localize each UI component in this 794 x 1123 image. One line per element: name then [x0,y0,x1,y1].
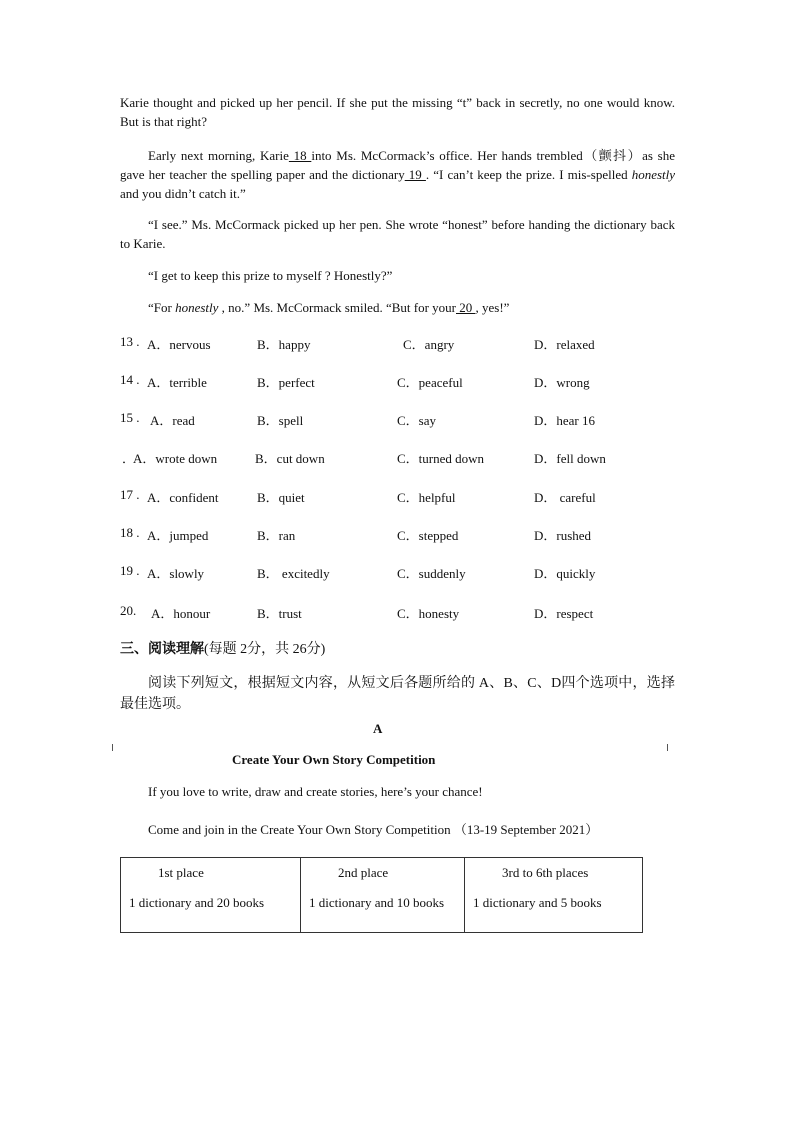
option-c: C．say [397,413,437,428]
passage-paragraph-5 [120,298,675,317]
table-value: 1 dictionary and 10 books [309,895,445,910]
question-number: 14 . [120,372,140,387]
p5-italic: honestly [175,300,219,315]
option-d: D．relaxed [534,337,595,352]
passage-paragraph-4: “I get to keep this prize to myself ? Honestly?” [148,268,393,283]
option-d: D．quickly [534,566,596,581]
table-row [121,858,643,933]
p2-text-d: and you didn’t catch it.” [120,186,246,201]
option-a: A．wrote down [133,451,218,466]
p2-text-c: . “I can’t keep the prize. I mis-spelled [425,167,632,182]
blank-19: 19 [404,167,426,182]
p5-text-a: “For [148,300,176,315]
margin-mark-right [667,744,668,751]
option-b: B．spell [257,413,304,428]
section-instruction: 阅读下列短文，根据短文内容，从短文后各题所给的 A、B、C、D四个选项中，选择最佳选项。 [120,676,675,712]
option-b: B． excitedly [257,566,330,581]
prize-table [120,857,643,933]
question-number: 20. [120,603,137,618]
question-number: 15 . [120,410,140,425]
option-c: C．stepped [397,528,459,543]
passage-letter: A [373,721,383,736]
option-c: C．turned down [397,451,485,466]
option-a: A．honour [151,606,211,621]
option-b: B．ran [257,528,296,543]
passage-paragraph-2 [120,146,675,203]
competition-intro: If you love to write, draw and create stories, here’s your chance! [148,784,483,799]
competition-dates: Come and join in the Create Your Own Story Competition （13-19 September 2021） [148,822,599,837]
option-d: D．respect [534,606,594,621]
blank-20: 20 [456,300,476,315]
question-number: 13 . [120,334,140,349]
margin-mark-left [112,744,113,751]
blank-18: 18 [288,148,312,163]
table-cell [301,858,465,933]
option-b: B．trust [257,606,302,621]
section-heading-title: 三、阅读理解 [120,642,204,657]
passage-paragraph-3: “I see.” Ms. McCormack picked up her pen. She wrote “honest” before handing the dictionary back to Karie. [120,217,675,251]
p2-italic: honestly [631,167,676,182]
option-b: B．cut down [255,451,325,466]
question-number: 18 . [120,525,140,540]
option-c: C．angry [403,337,455,352]
option-c: C．peaceful [397,375,463,390]
p2-text-a: Early next morning, Karie [148,148,289,163]
option-d: D．rushed [534,528,592,543]
option-c: C．suddenly [397,566,466,581]
option-a: A．slowly [147,566,205,581]
table-value: 1 dictionary and 20 books [129,895,265,910]
question-number: 19 . [120,563,140,578]
option-d: D．wrong [534,375,590,390]
option-a: A．read [150,413,195,428]
option-b: B．quiet [257,490,305,505]
p5-text-b: , no.” Ms. McCormack smiled. “But for your [218,300,456,315]
option-a: A．nervous [147,337,211,352]
table-header: 1st place [158,865,204,880]
p2-text-b: into Ms. McCormack’s office. Her hands trembled（颤抖）as she gave her teacher the spelling paper and the dictionary [120,148,675,182]
option-b: B．perfect [257,375,315,390]
option-b: B．happy [257,337,311,352]
option-a: A．jumped [147,528,209,543]
table-cell [121,858,301,933]
competition-title: Create Your Own Story Competition [232,752,436,767]
section-heading-score: (每题 2分，共 26分) [204,642,326,657]
table-header: 3rd to 6th places [502,865,589,880]
option-a: A．terrible [147,375,207,390]
option-c: C．honesty [397,606,460,621]
option-d: D． careful [534,490,596,505]
table-value: 1 dictionary and 5 books [473,895,602,910]
option-d: D．fell down [534,451,606,466]
p5-text-c: , yes!” [475,300,510,315]
option-a: A．confident [147,490,219,505]
option-c: C．helpful [397,490,456,505]
table-header: 2nd place [338,865,389,880]
option-d: D．hear 16 [534,413,596,428]
passage-paragraph-1: Karie thought and picked up her pencil. If she put the missing “t” back in secretly, no one would know. But is that right? [120,95,675,129]
section-heading [120,638,325,658]
question-number: ． [122,451,136,466]
table-cell [465,858,643,933]
question-number: 17 . [120,487,140,502]
